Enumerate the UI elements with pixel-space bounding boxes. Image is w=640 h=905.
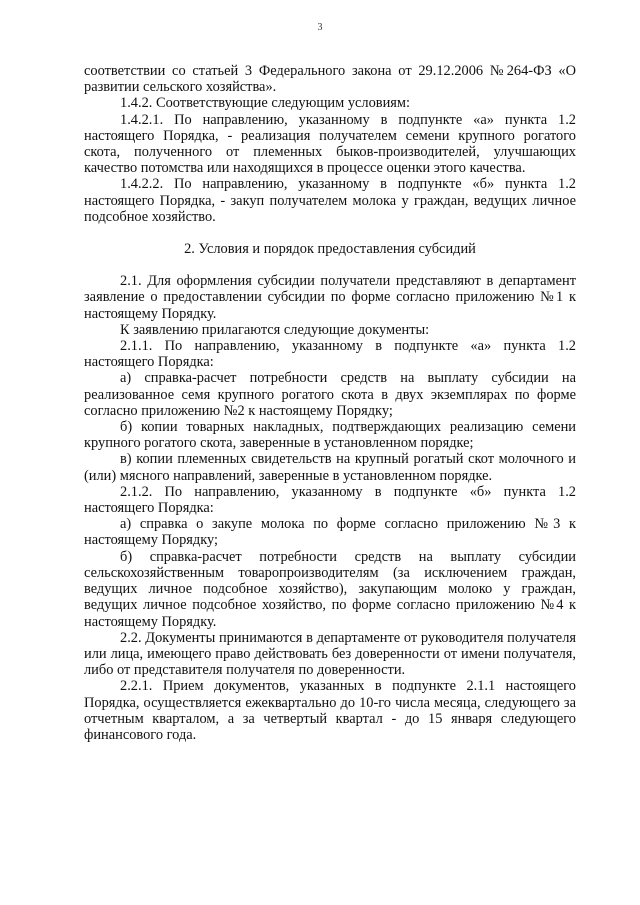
paragraph-2-1: 2.1. Для оформления субсидии получатели представляют в департамент заявление о предоставлении субсидии по форме согласно приложению №1 к настоящему Порядку. — [84, 273, 576, 322]
list-item-2-1-1-v: в) копии племенных свидетельств на крупный рогатый скот молочного и (или) мясного направлений, заверенные в установленном порядке. — [84, 451, 576, 484]
document-body — [84, 63, 576, 743]
paragraph-2-2-1: 2.2.1. Прием документов, указанных в подпункте 2.1.1 настоящего Порядка, осуществляется ежеквартально до 10-го числа месяца, следующего за отчетным кварталом, а за четвертый квартал - до 15 января следующего финансового года. — [84, 678, 576, 743]
paragraph-attachments: К заявлению прилагаются следующие документы: — [120, 321, 430, 338]
paragraph-2-1-1: 2.1.1. По направлению, указанному в подпункте «а» пункта 1.2 настоящего Порядка: — [84, 338, 576, 371]
list-item-2-1-2-a: а) справка о закупе молока по форме согласно приложению №3 к настоящему Порядку; — [84, 516, 576, 549]
list-item-2-1-1-a: а) справка-расчет потребности средств на выплату субсидии на реализованное семя крупного рогатого скота в двух экземплярах по форме согласно приложению №2 к настоящему Порядку; — [84, 370, 576, 419]
list-item-2-1-2-b: б) справка-расчет потребности средств на выплату субсидии сельскохозяйственным товаропроизводителям (за исключением граждан, ведущих личное подсобное хозяйство), закупающим молоко у граждан, ведущих личное подсобное хозяйство, по форме согласно приложению №4 к настоящему Порядку. — [84, 548, 576, 630]
paragraph-2-1-2: 2.1.2. По направлению, указанному в подпункте «б» пункта 1.2 настоящего Порядка: — [84, 483, 576, 517]
page-number: 3 — [317, 22, 323, 33]
section-heading: 2. Условия и порядок предоставления субсидий — [184, 241, 476, 258]
paragraph-1-4-2-2: 1.4.2.2. По направлению, указанному в подпункте «б» пункта 1.2 настоящего Порядка, - закуп получателем молока у граждан, ведущих личное подсобное хозяйство. — [84, 176, 576, 225]
paragraph-1-4-2-1: 1.4.2.1. По направлению, указанному в подпункте «а» пункта 1.2 настоящего Порядка, - реализация получателем семени крупного рогатого скота, полученного от племенных быков-производителей, улучшающих качество потомства или находящихся в процессе оценки этого качества. — [84, 111, 576, 177]
list-item-2-1-1-b: б) копии товарных накладных, подтверждающих реализацию семени крупного рогатого скота, заверенные в установленном порядке; — [84, 419, 576, 452]
paragraph-2-2: 2.2. Документы принимаются в департаменте от руководителя получателя или лица, имеющего право действовать без доверенности от имени получателя, либо от представителя получателя по доверенности. — [84, 629, 576, 679]
paragraph-continuation: соответствии со статьей 3 Федерального закона от 29.12.2006 №264-ФЗ «О развитии сельского хозяйства». — [84, 63, 576, 96]
paragraph-1-4-2: 1.4.2. Соответствующие следующим условиям: — [120, 95, 411, 112]
